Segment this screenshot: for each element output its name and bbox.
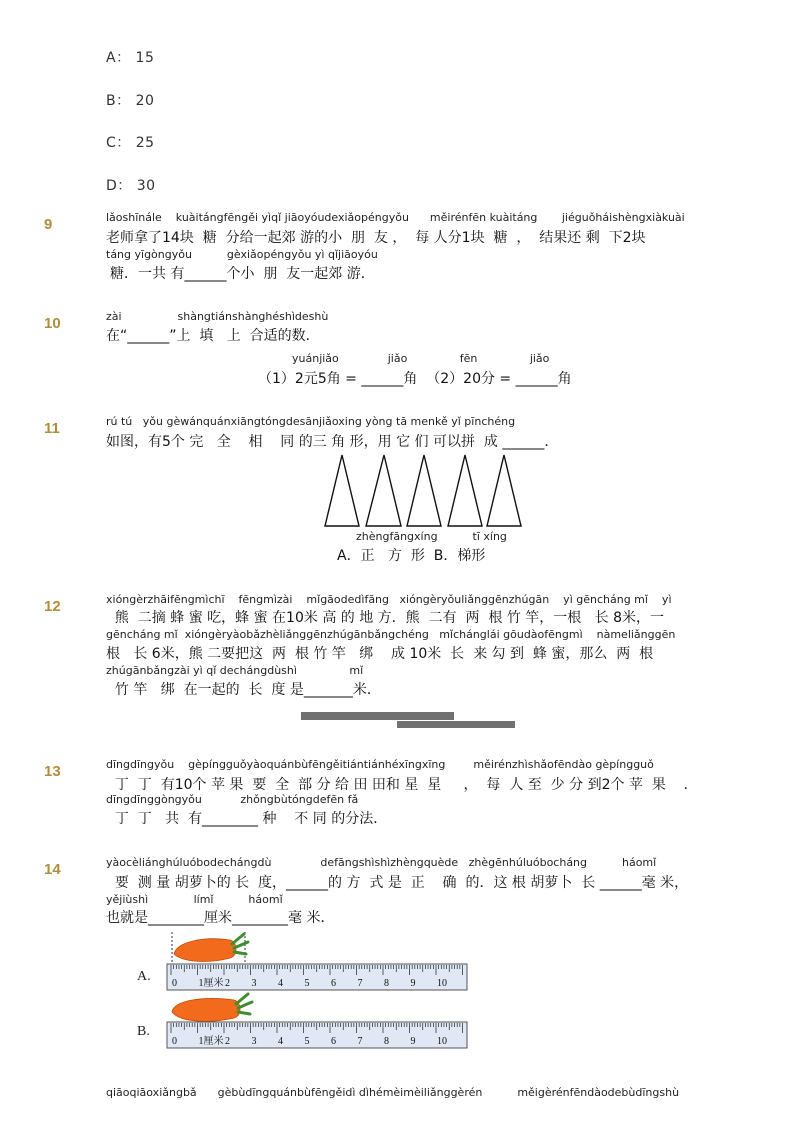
ruler-number: 10: [437, 1036, 447, 1047]
question-number-14: 14: [44, 861, 61, 878]
q13-pinyin-line-1: dīngdīngyǒu gèpíngguǒyàoquánbùfēngěitiántiánhéxīngxīng měirénzhìshǎofēndào gèpíngguǒ: [106, 758, 654, 771]
ruler-number: 0: [172, 978, 177, 989]
ruler-number: 8: [384, 978, 389, 989]
ruler-number: 9: [410, 978, 416, 989]
ruler-number: 1厘米: [198, 1036, 224, 1047]
option-a-letter: A：: [106, 50, 131, 66]
option-c: [106, 132, 155, 152]
question-number-10: 10: [44, 315, 61, 332]
q10-pinyin-line-1: zài shàngtiánshànghéshìdeshù: [106, 310, 329, 323]
q10-text-line-2: （1）2元5角 = ______角 （2）20分 = ______角: [258, 371, 572, 387]
ruler-number: 3: [251, 1036, 257, 1047]
q11-text-line-1: 如图，有5个 完 全 相 同 的三 角 形，用 它 们 可以拼 成 ______．: [106, 434, 559, 450]
option-c-letter: C：: [106, 135, 131, 151]
carrot-icon: [174, 934, 248, 961]
carrot-ruler-figure-b: [164, 992, 470, 1050]
q12-pinyin-line-2: gēncháng mǐ xióngèryàobǎzhèliǎnggēnzhúgānbǎngchéng mǐchánglái gōudàofēngmì nàmeliǎnggēn: [106, 628, 676, 641]
triangle: [448, 455, 482, 526]
option-d-value: 30: [136, 178, 156, 194]
option-a: [106, 47, 154, 67]
question-number-11: 11: [44, 420, 60, 437]
five-triangles-figure: [320, 452, 530, 532]
q10-pinyin-line-2: yuánjiǎo jiǎo fēn jiǎo: [292, 352, 550, 365]
q12-pinyin-line-3: zhúgānbǎngzài yì qǐ dechángdùshì mǐ: [106, 664, 364, 677]
ruler-number: 4: [278, 1036, 283, 1047]
q12-text-line-2: 根 长 6米，熊 二要把这 两 根 竹 竿 绑 成 10米 长 来 勾 到 蜂 蜜，那么 两 根: [106, 646, 654, 662]
q13-pinyin-line-2: dīngdīnggòngyǒu zhǒngbùtóngdefēn fǎ: [106, 793, 359, 806]
question-number-13: 13: [44, 763, 61, 780]
ruler-number: 3: [251, 978, 257, 989]
carrot-icon: [172, 994, 252, 1021]
bamboo-pole-8m: [301, 712, 454, 720]
q14-pinyin-line-1: yàocèliánghúluóbodechángdù defāngshìshìzhèngquède zhègēnhúluóbocháng háomǐ: [106, 856, 657, 869]
ruler-number: 6: [331, 978, 336, 989]
carrot-option-b-label: B.: [137, 1024, 150, 1039]
q10-text-line-1: 在“______”上 填 上 合适的数．: [106, 328, 320, 344]
q14-text-line-2: 也就是________厘米________毫 米．: [106, 910, 335, 926]
ruler-number: 7: [357, 1036, 363, 1047]
ruler-number: 7: [357, 978, 363, 989]
option-b-value: 20: [135, 93, 155, 109]
q9-pinyin-line-1: lǎoshīnále kuàitángfēngěi yìqǐ jiāoyóudexiǎopéngyǒu měirénfēn kuàitáng jiéguǒháishèngxiàkuài: [106, 211, 685, 224]
ruler-number: 0: [172, 1036, 177, 1047]
option-a-value: 15: [135, 50, 155, 66]
carrot-option-a-label: A.: [137, 969, 151, 984]
ruler-number: 6: [331, 1036, 336, 1047]
carrot-ruler-figure-a: [164, 928, 470, 994]
ruler-number: 2: [225, 1036, 230, 1047]
q12-pinyin-line-1: xióngèrzhāifēngmìchī fēngmìzài mǐgāodedìfāng xióngèryǒuliǎnggēnzhúgān yì gēncháng mǐ yì: [106, 593, 672, 606]
ruler-number: 2: [225, 978, 230, 989]
ruler-number: 1厘米: [198, 978, 224, 989]
triangle: [407, 455, 441, 526]
q13-text-line-2: 丁 丁 共 有________ 种 不 同 的分法．: [106, 811, 388, 827]
q11-pinyin-line-1: rú tú yǒu gèwánquánxiāngtóngdesānjiǎoxing yòng tā menkě yǐ pīnchéng: [106, 415, 516, 428]
q9-pinyin-line-2: táng yīgòngyǒu gèxiǎopéngyǒu yì qǐjiāoyóu: [106, 248, 378, 261]
ruler-number: 5: [304, 1036, 310, 1047]
triangle: [325, 455, 359, 526]
q11-pinyin-line-2: zhèngfāngxíng tī xíng: [356, 530, 507, 543]
q9-text-line-1: 老师拿了14块 糖 分给一起郊 游的小 朋 友 ， 每 人分1块 糖 ， 结果还 剩 下2块: [106, 230, 646, 246]
ruler-number: 10: [437, 978, 447, 989]
q14-pinyin-line-2: yějiùshì límǐ háomǐ: [106, 893, 283, 906]
ruler-number: 9: [410, 1036, 416, 1047]
question-number-9: 9: [44, 216, 53, 233]
q12-text-line-3: 竹 竿 绑 在一起的 长 度 是_______米．: [106, 682, 381, 698]
q15-pinyin-line-1: qiāoqiāoxiǎngbǎ gèbùdīngquánbùfēngěidì dìhémèimèiliǎnggèrén měigèrénfēndàodebùdīngshù: [106, 1086, 680, 1099]
option-d-letter: D：: [106, 178, 132, 194]
bamboo-pole-6m: [397, 721, 515, 728]
q14-text-line-1: 要 测 量 胡萝卜的 长 度，______的 方 式 是 正 确 的．这 根 胡萝卜 长 ______毫 米，: [106, 875, 689, 891]
triangle: [366, 455, 401, 526]
q13-text-line-1: 丁 丁 有10个 苹 果 要 全 部 分 给 田 田和 星 星 ， 每 人 至 少 分 到2个 苹 果 ．: [106, 777, 698, 793]
triangle: [487, 455, 521, 526]
option-b: [106, 90, 154, 110]
option-c-value: 25: [135, 135, 155, 151]
q12-text-line-1: 熊 二摘 蜂 蜜 吃，蜂 蜜 在10米 高 的 地 方．熊 二有 两 根 竹 竿，一根 长 8米，一: [106, 610, 664, 626]
option-b-letter: B：: [106, 93, 131, 109]
question-number-12: 12: [44, 598, 61, 615]
option-d: [106, 175, 156, 195]
ruler-number: 4: [278, 978, 283, 989]
ruler-number: 8: [384, 1036, 389, 1047]
q9-text-line-2: 糖．一共 有______个小 朋 友一起郊 游．: [110, 266, 375, 282]
q11-answer-choices: A．正 方 形 B．梯形: [337, 548, 486, 564]
ruler-number: 5: [304, 978, 310, 989]
